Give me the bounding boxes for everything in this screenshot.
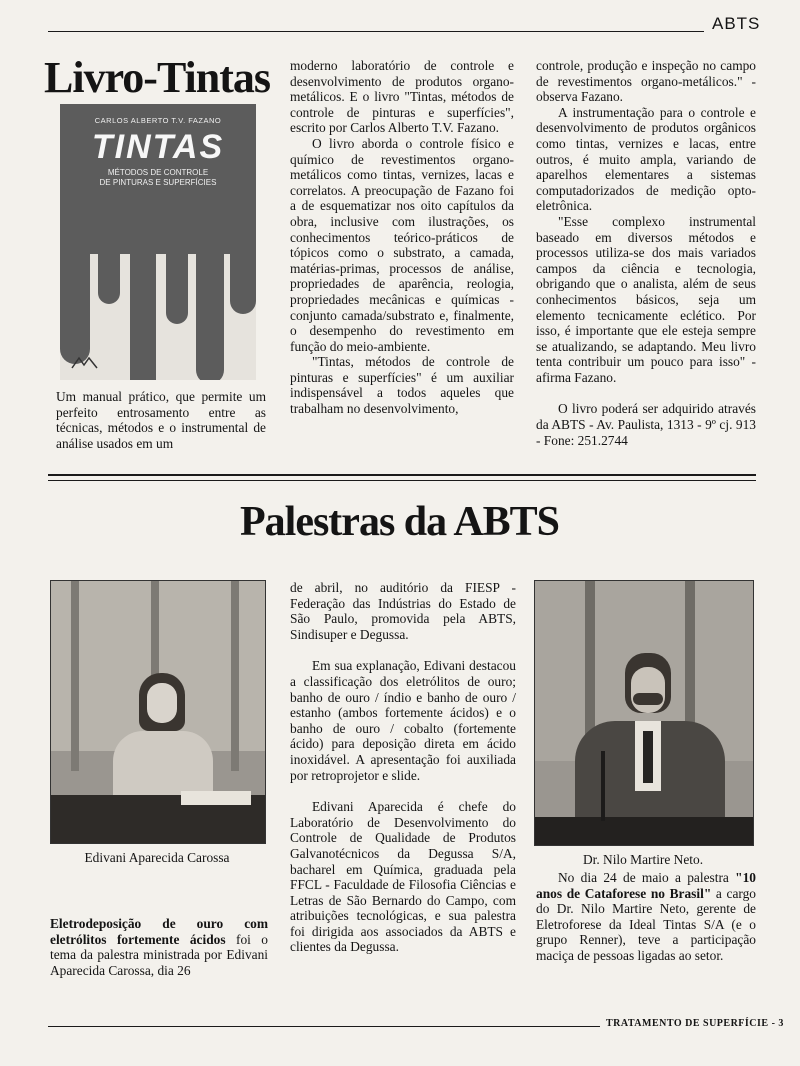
lecture-intro [50,916,268,978]
paragraph: moderno laboratório de controle e desenvolvimento de produtos organo-metálicos. E o livro "Tintas, métodos de controle de pinturas e superfícies", escrito por Carlos Alberto T.V. Fazano. [290,58,514,136]
lecture-intro-text: foi o tema da palestra ministrada por Edivani Aparecida Carossa, dia 26 [50,931,269,978]
order-info: O livro poderá ser adquirido através da ABTS - Av. Paulista, 1313 - 9º cj. 913 - Fone: 251.2744 [536,401,756,448]
book-column-3 [536,58,756,448]
paragraph: controle, produção e inspeção no campo de revestimentos organo-metálicos." - observa Fazano. [536,58,756,105]
paint-drip [230,244,256,314]
lecture-2-intro: No dia 24 de maio a palestra [558,870,736,885]
book-caption [56,389,266,451]
book-column-2 [290,58,514,417]
book-caption-text: Um manual prático, que permite um perfeito entrosamento entre as técnicas, métodos e o instrumental de análise usados em um [56,389,266,451]
lecture-title-1: Eletrodeposição de ouro com eletrólitos fortemente ácidos [50,916,268,947]
paragraph: "Esse complexo instrumental baseado em diversos métodos e processos utiliza-se dos mais variados campos da ciência e tecnologia, obrigando que o analista, além de seus conhecimentos básicos, seja um elemento tecnicamente eclético. Por isso, é importante que ele esteja sempre se atualizando, se adaptando. Meu livro tenta contribuir um pouco para isso" - afirma Fazano. [536,213,756,385]
photo1-caption: Edivani Aparecida Carossa [84,850,230,865]
header-rule [48,31,704,32]
paragraph: "Tintas, métodos de controle de pinturas e superfícies" é um auxiliar indispensável a todos aqueles que trabalham no desenvolvimento, [290,354,514,417]
section-divider [48,474,756,476]
paint-drip [166,244,188,324]
paint-drip [196,244,224,380]
book-title: TINTAS [91,128,225,166]
photo-nilo [534,580,754,846]
lectures-column-3 [536,870,756,964]
lecture-title-2: "10 anos de Cataforese no Brasil" [536,870,756,901]
lectures-column-2 [290,580,516,955]
paragraph: Edivani Aparecida é chefe do Laboratório de Desenvolvimento do Controle de Qualidade de Produtos Galvanotécnicos da Degussa S/A, bacharel em Química, graduada pela FFCL - Faculdade de Filosofia Ciências e Letras de São Bernardo do Campo, com atribuições tecnológicas, e sua palestra foi dirigida aos associados da ABTS e clientes da Degussa. [290,799,516,955]
section-title-livro: Livro-Tintas [44,53,270,102]
footer-rule [48,1026,600,1027]
book-subtitle-line1: MÉTODOS DE CONTROLE [107,168,209,177]
lectures-column-1 [50,916,268,978]
lecture-2-body: a cargo do Dr. Nilo Martire Neto, gerente de Eletroforese da Ideal Tintas S/A (e o grupo Renner), teve a participação maciça de pessoas ligadas ao setor. [536,885,756,963]
section-divider-thin [48,480,756,481]
paragraph: O livro aborda o controle físico e químico de revestimentos organo-metálicos como tintas, vernizes, lacas e correlatos. A preocupação de Fazano foi a de esquematizar nos oito capítulos da obra, inclusive com ilustrações, os conhecimentos teórico-práticos de tópicos como o substrato, a camada, matérias-primas, processos de análise, propriedades de aparência, reologia, propriedades mecânicas e químicas - conjunto camada/substrato e, finalmente, o desempenho do revestimento em função do meio-ambiente. [290,135,514,354]
footer-label: TRATAMENTO DE SUPERFÍCIE - 3 [606,1018,784,1029]
lecture-2-text [536,870,756,964]
photo2-caption: Dr. Nilo Martire Neto. [582,852,704,867]
paragraph: Em sua explanação, Edivani destacou a classificação dos eletrólitos de ouro; banho de ouro / índio e banho de ouro / estanho (ambos fortemente ácidos) e o banho de ouro / cobalto (fortemente ácido) para deposição direta em ácido inoxidável. A apresentação foi auxiliada por retroprojetor e slide. [290,658,516,783]
book-subtitle-line2: DE PINTURAS E SUPERFÍCIES [99,178,217,187]
header-label: ABTS [712,14,761,33]
book-author: CARLOS ALBERTO T.V. FAZANO [94,116,222,125]
paragraph: A instrumentação para o controle e desenvolvimento de produtos orgânicos como tintas, vernizes e lacas, entre outros, é muito ampla, variando de aparelhos elementares a sistemas computadorizados de medição opto-eletrônica. [536,104,756,214]
paragraph: de abril, no auditório da FIESP - Federação das Indústrias do Estado de São Paulo, promovida pela ABTS, Sindisuper e Degussa. [290,580,516,642]
book-cover-image [60,104,256,380]
paint-drip [60,244,90,364]
publisher-logo-icon [70,354,100,370]
section-title-palestras: Palestras da ABTS [240,499,560,545]
book-subtitle [60,168,256,188]
photo-edivani [50,580,266,844]
paint-drip [98,244,120,304]
paint-drip [130,244,156,380]
